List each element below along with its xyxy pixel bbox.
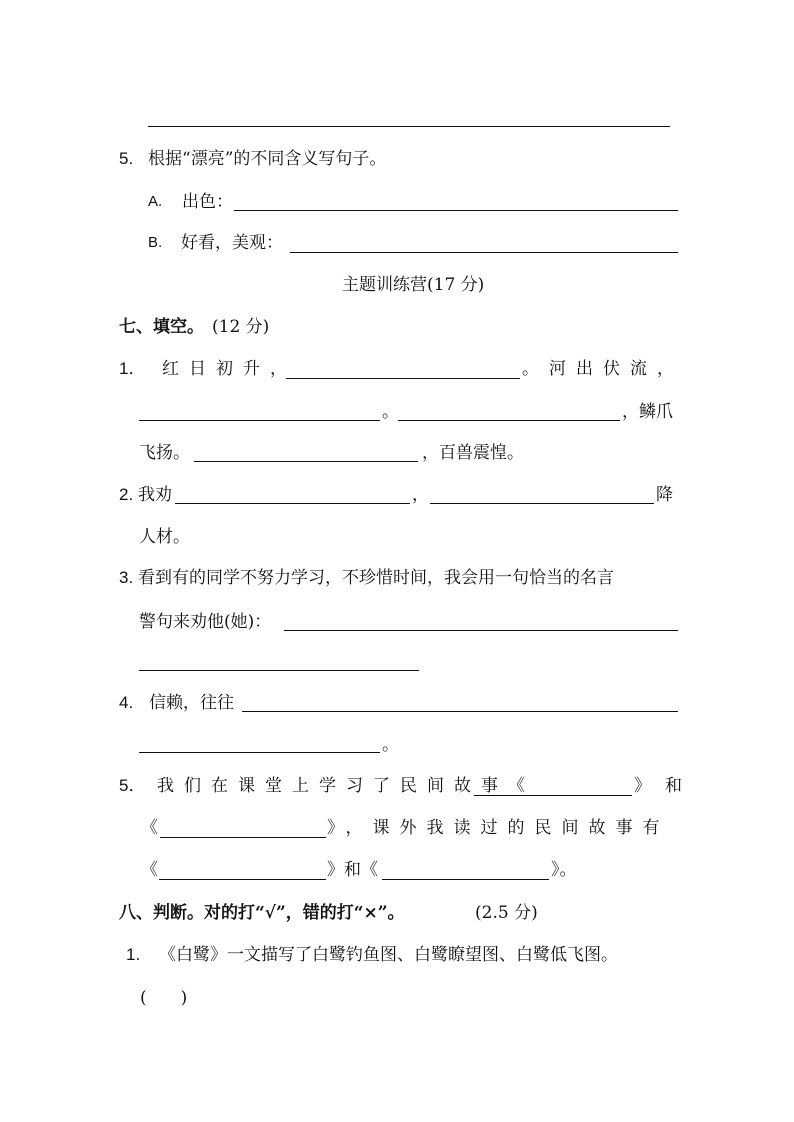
question-text: 我劝 [138,485,172,505]
section-8-title: 八、判断。对的打“√”，错的打“×”。 [119,903,405,923]
question-text: 《白鹭》一文描写了白鹭钓鱼图、白鹭瞭望图、白鹭低飞图。 [159,945,618,965]
question-number: 1． [119,359,146,378]
question-text: 红日初升， [162,359,297,379]
question-text: 。河出伏流， [522,359,684,379]
option-text-b: 好看，美观： [181,233,283,253]
blank-line[interactable] [139,420,380,421]
answer-line-a[interactable] [234,210,678,211]
blank-line[interactable] [430,503,654,504]
blank-line[interactable] [175,503,410,504]
question-number: 2. [119,485,134,504]
question-text: 。 [382,735,399,755]
section-7-title: 七、填空。 [119,317,204,337]
question-number: 4. [119,693,134,712]
answer-line[interactable] [284,630,678,631]
question-text: 《 [141,818,158,838]
question-text: 降 [656,485,673,505]
blank-line[interactable] [286,378,520,379]
question-text: 。 [382,402,399,422]
question-text: 飞扬。 [139,443,190,463]
question-text: ，鳞爪 [622,402,673,422]
question-text: 》。 [551,860,577,880]
question-text: 》和《 [327,860,378,880]
question-number: 1. [126,945,141,964]
option-text-a: 出色： [182,192,233,212]
question-number: 3. [119,568,134,587]
question-text: 我们在课堂上学习了民间故事《 [157,776,535,796]
blank-line[interactable] [159,879,326,880]
blank-line[interactable] [242,711,678,712]
question-text: 信赖，往往 [149,693,234,713]
answer-line-b[interactable] [290,252,678,253]
section-8-score: (2.5 分) [475,903,538,923]
answer-parentheses[interactable]: ( ) [140,988,188,1008]
blank-line[interactable] [160,837,326,838]
section-title: 主题训练营(17 分) [342,275,485,295]
question-number: 5． [119,776,146,795]
question-text: 警句来劝他(她)： [139,612,272,632]
question-text: 看到有的同学不努力学习，不珍惜时间，我会用一句恰当的名言 [138,568,614,588]
option-label-b: B. [148,234,163,251]
question-text: ， [412,485,429,505]
question-text: ，百兽震惶。 [422,443,524,463]
option-label-a: A. [148,193,163,210]
question-number: 5. [119,149,134,168]
blank-line[interactable] [194,461,418,462]
blank-line[interactable] [139,752,380,753]
question-text: 《 [141,860,158,880]
answer-line[interactable] [139,670,419,671]
section-7-score: (12 分) [212,317,270,337]
blank-line[interactable] [382,879,549,880]
question-text: 人材。 [139,527,190,547]
answer-line[interactable] [148,126,670,127]
question-text: 》和 [634,776,696,796]
blank-line[interactable] [398,420,620,421]
question-prompt: 根据“漂亮”的不同含义写句子。 [148,149,387,169]
blank-line[interactable] [474,795,632,796]
question-text: 》，课外我读过的民间故事有 [327,818,670,838]
